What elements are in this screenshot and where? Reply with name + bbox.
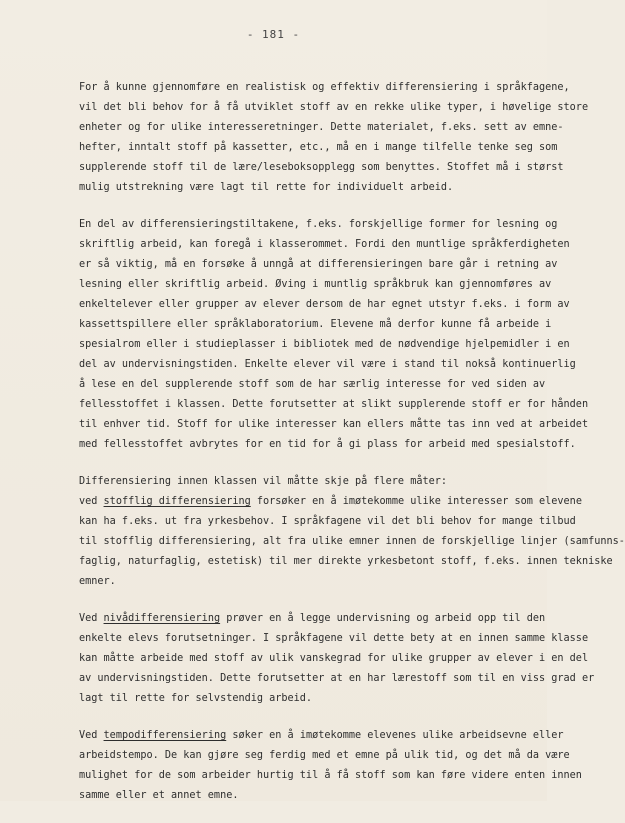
text-line: del av undervisningstiden. Enkelte elever vil være i stand til nokså kontinuerlig — [79, 359, 576, 370]
underlined-term: tempodifferensiering — [103, 730, 227, 741]
underlined-term: nivådifferensiering — [103, 613, 221, 624]
paragraph — [79, 78, 589, 198]
text-line: supplerende stoff til de lære/leseboksopplegg som benyttes. Stoffet må i størst — [79, 162, 564, 173]
line-segment: forsøker en å imøtekomme ulike interesser som elevene — [250, 496, 582, 507]
text-line: av undervisningstiden. Dette forutsetter at en har lærestoff som til en viss grad er — [79, 673, 595, 684]
document-body — [79, 78, 625, 823]
text-line: til enhver tid. Stoff for ulike interesser kan ellers måtte tas inn ved at arbeidet — [79, 419, 589, 430]
line-segment: prøver en å legge undervisning og arbeid opp til den — [220, 613, 546, 624]
text-line: skriftlig arbeid, kan foregå i klasserommet. Fordi den muntlige språkferdigheten — [79, 239, 570, 250]
line-segment: søker en å imøtekomme elevenes ulike arbeidsevne eller — [226, 730, 564, 741]
text-line: fellesstoffet i klassen. Dette forutsetter at slikt supplerende stoff er for hånden — [79, 399, 589, 410]
text-line — [79, 609, 546, 629]
text-line: kassettspillere eller språklaboratorium. Elevene må derfor kunne få arbeide i — [79, 319, 552, 330]
text-line: lesning eller skriftlig arbeid. Øving i muntlig språkbruk kan gjennomføres av — [79, 279, 552, 290]
paragraph — [79, 609, 595, 709]
line-segment: ved — [79, 496, 104, 507]
text-line: enheter og for ulike interesseretninger. Dette materialet, f.eks. sett av emne- — [79, 122, 564, 133]
text-line: Differensiering innen klassen vil måtte skje på flere måter: — [79, 476, 448, 487]
text-line: er så viktig, må en forsøke å unngå at differensieringen bare går i retning av — [79, 259, 558, 270]
text-line — [79, 726, 564, 746]
text-line: kan ha f.eks. ut fra yrkesbehov. I språkfagene vil det bli behov for mange tilbud — [79, 516, 576, 527]
text-line: lagt til rette for selvstendig arbeid. — [79, 693, 313, 704]
underlined-term: stofflig differensiering — [103, 496, 251, 507]
text-line: arbeidstempo. De kan gjøre seg ferdig med et emne på ulik tid, og det må da være — [79, 750, 570, 761]
text-line: En del av differensieringstiltakene, f.eks. forskjellige former for lesning og — [79, 219, 558, 230]
page-number: - 181 - — [246, 28, 301, 41]
text-line: kan måtte arbeide med stoff av ulik vanskegrad for ulike grupper av elever i en del — [79, 653, 589, 664]
paragraph — [79, 215, 589, 455]
paragraph — [79, 472, 625, 592]
text-line: med fellesstoffet avbrytes for en tid for å gi plass for arbeid med spesialstoff. — [79, 439, 576, 450]
line-segment: Ved — [79, 730, 104, 741]
text-line — [79, 492, 582, 512]
text-line: å lese en del supplerende stoff som de har særlig interesse for ved siden av — [79, 379, 546, 390]
text-line: samme eller et annet emne. — [79, 790, 239, 801]
text-line: mulighet for de som arbeider hurtig til å få stoff som kan føre videre enten innen — [79, 770, 582, 781]
paragraph — [79, 726, 582, 806]
text-line: For å kunne gjennomføre en realistisk og effektiv differensiering i språkfagene, — [79, 82, 570, 93]
line-segment: Ved — [79, 613, 104, 624]
text-line: vil det bli behov for å få utviklet stoff av en rekke ulike typer, i høvelige store — [79, 102, 589, 113]
text-line: hefter, inntalt stoff på kassetter, etc., må en i mange tilfelle tenke seg som — [79, 142, 558, 153]
text-line: enkelte elevs forutsetninger. I språkfagene vil dette bety at en innen samme klasse — [79, 633, 589, 644]
text-line: faglig, naturfaglig, estetisk) til mer direkte yrkesbetont stoff, f.eks. innen tekniske — [79, 556, 613, 567]
text-line: emner. — [79, 576, 116, 587]
text-line: mulig utstrekning være lagt til rette for individuelt arbeid. — [79, 182, 454, 193]
text-line: enkeltelever eller grupper av elever dersom de har egnet utstyr f.eks. i form av — [79, 299, 570, 310]
text-line: spesialrom eller i studieplasser i bibliotek med de nødvendige hjelpemidler i en — [79, 339, 570, 350]
text-line: til stofflig differensiering, alt fra ulike emner innen de forskjellige linjer (samfunns- — [79, 536, 625, 547]
